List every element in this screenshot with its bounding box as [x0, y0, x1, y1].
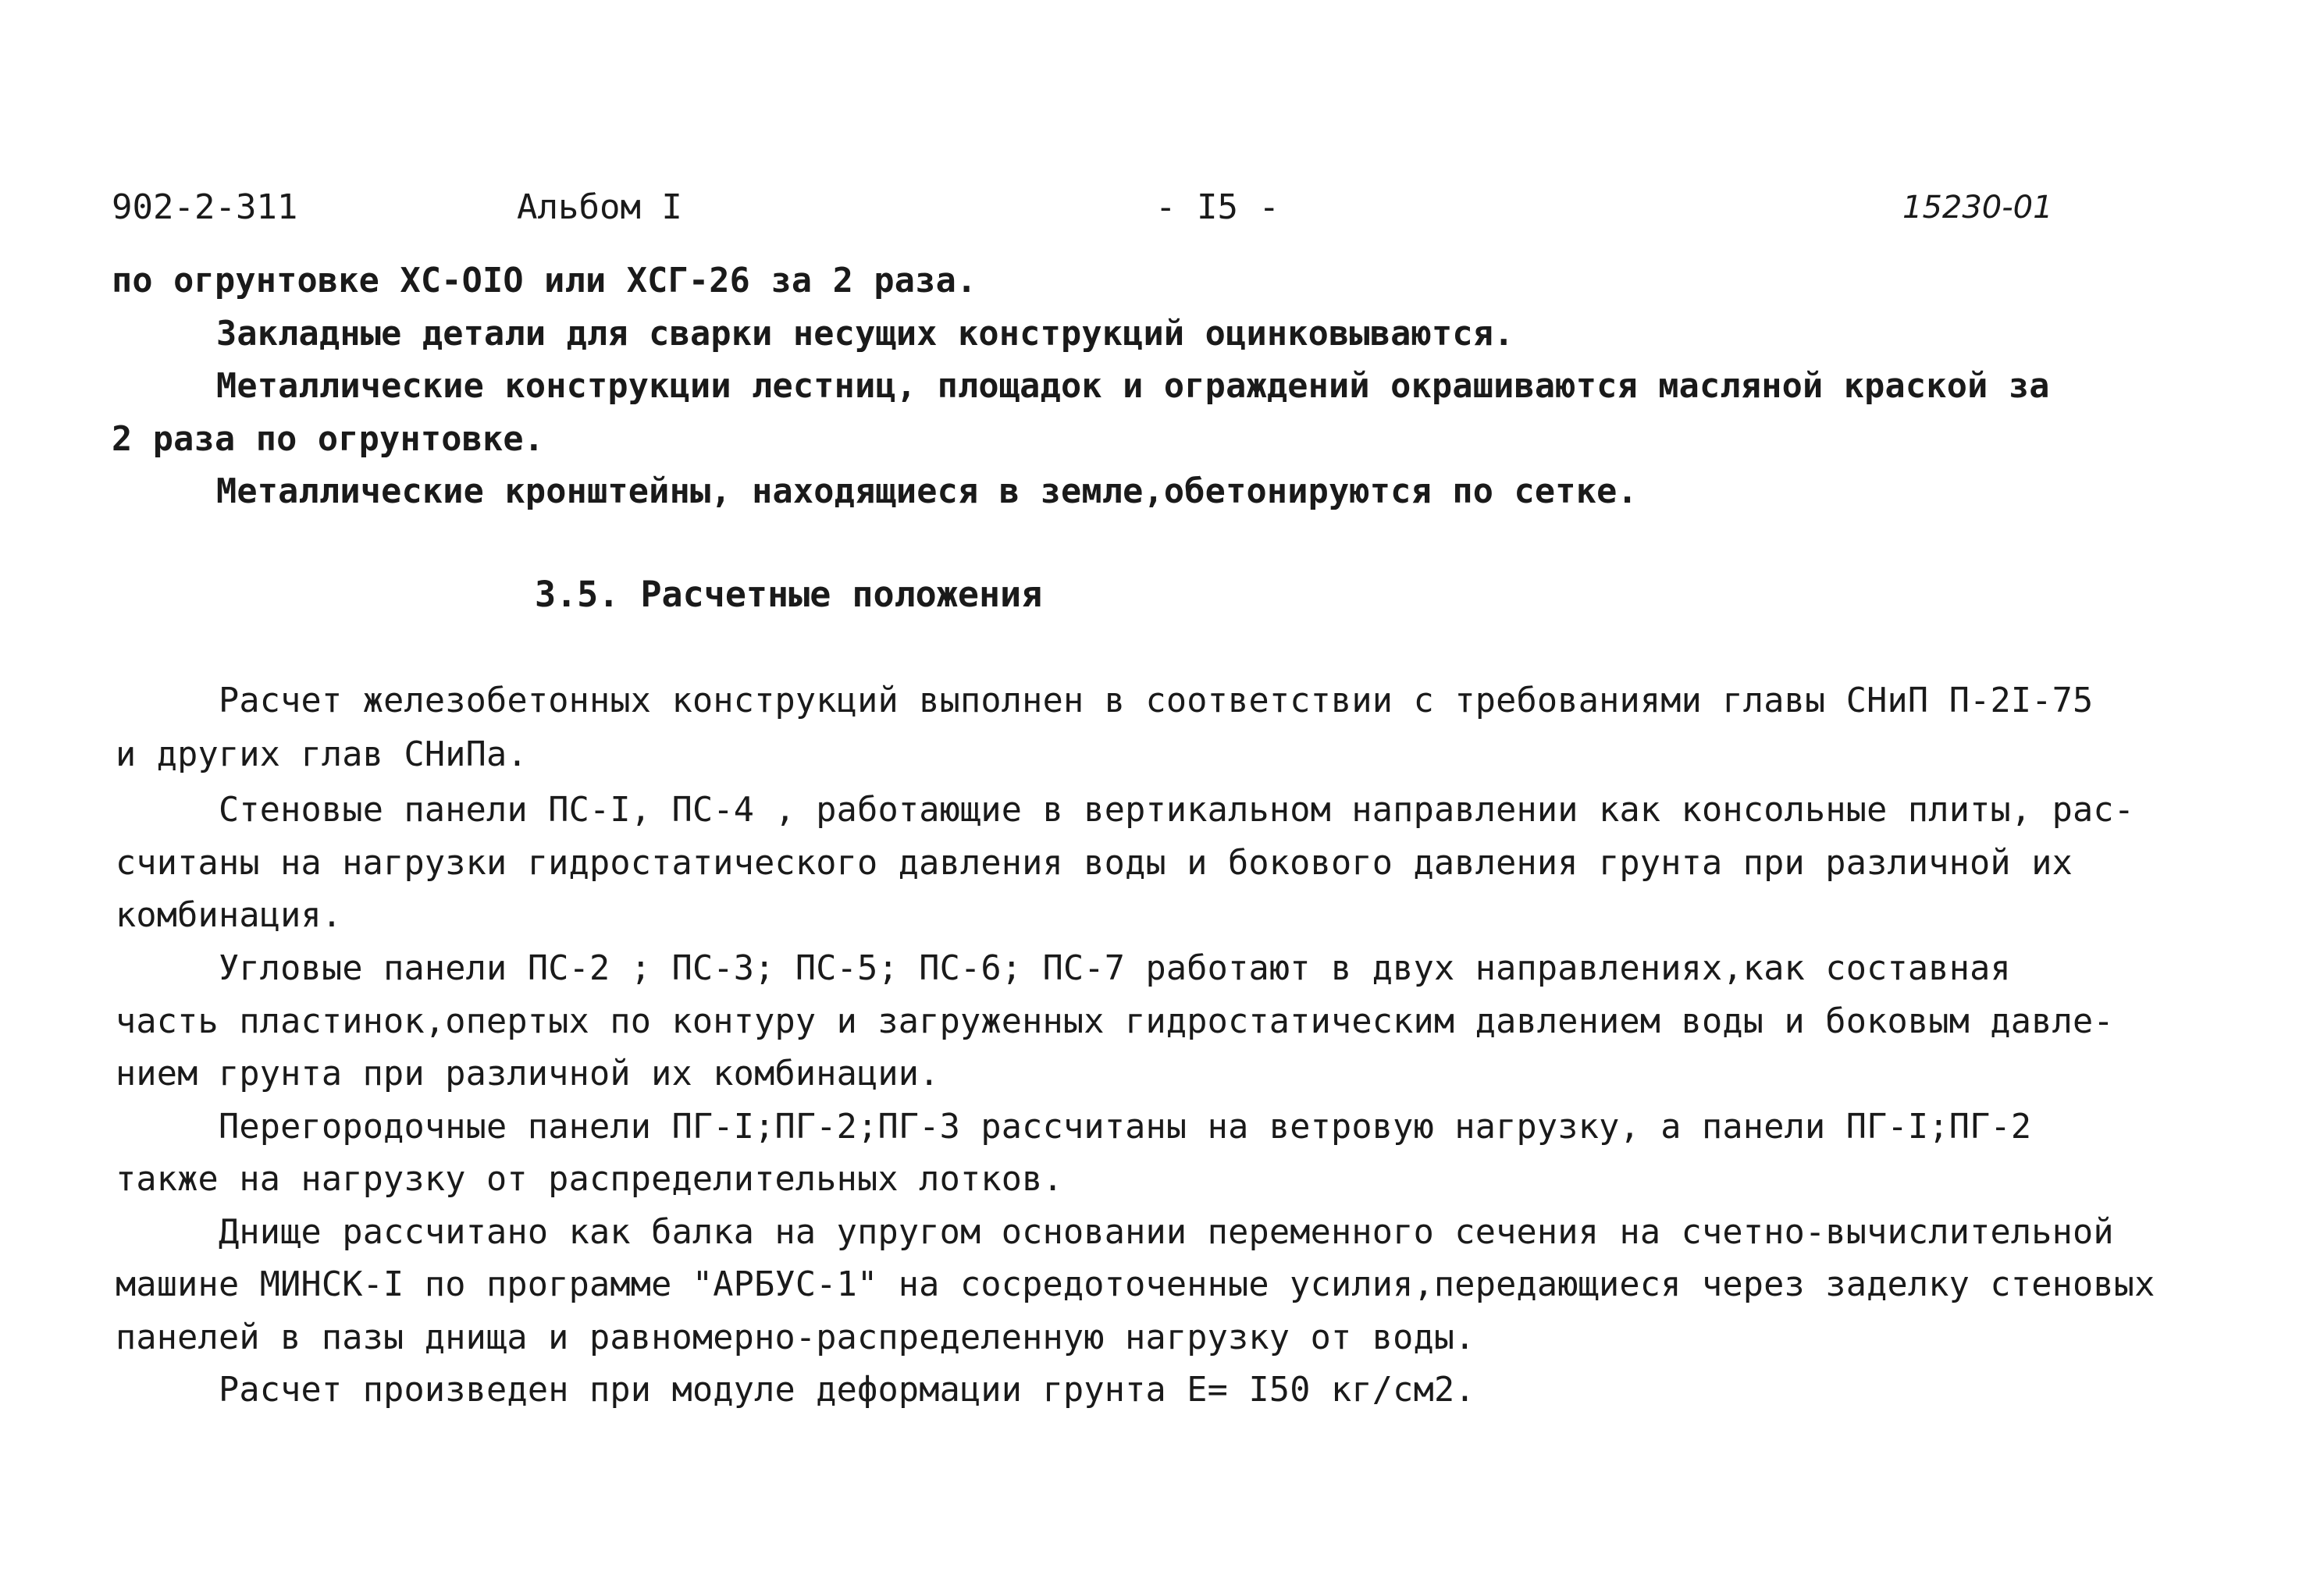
text-line: Расчет произведен при модуле деформации грунта Е= I50 кг/см2.: [219, 1371, 1475, 1410]
text-line: Днище рассчитано как балка на упругом основании переменного сечения на счетно-вычислительной: [219, 1213, 2114, 1252]
section-heading: 3.5. Расчетные положения: [535, 574, 1043, 615]
text-line: комбинация.: [116, 896, 343, 935]
text-line: считаны на нагрузки гидростатического давления воды и бокового давления грунта при различной их: [116, 844, 2073, 883]
text-line: также на нагрузку от распределительных лотков.: [116, 1160, 1063, 1199]
text-line: Металлические кронштейны, находящиеся в земле,обетонируются по сетке.: [216, 472, 1638, 511]
page-number: - I5 -: [1155, 187, 1279, 227]
text-line: машине МИНСК-I по программе "АРБУС-1" на сосредоточенные усилия,передающиеся через заделку стеновых: [116, 1265, 2155, 1304]
text-line: Угловые панели ПС-2 ; ПС-3; ПС-5; ПС-6; ПС-7 работают в двух направлениях,как составная: [219, 949, 2011, 988]
text-line: Стеновые панели ПС-I, ПС-4 , работающие в вертикальном направлении как консольные плиты, рас-: [219, 791, 2135, 830]
text-line: и других глав СНиПа.: [116, 735, 528, 774]
text-line: Расчет железобетонных конструкций выполнен в соответствии с требованиями главы СНиП П-2I-75: [219, 681, 2094, 720]
text-line: Закладные детали для сварки несущих конструкций оцинковываются.: [216, 315, 1514, 354]
text-line: Металлические конструкции лестниц, площадок и ограждений окрашиваются масляной краской за: [216, 367, 2050, 406]
text-line: по огрунтовке ХС-ОIО или ХСГ-26 за 2 раза.: [112, 261, 977, 300]
text-line: 2 раза по огрунтовке.: [112, 420, 545, 459]
text-line: панелей в пазы днища и равномерно-распределенную нагрузку от воды.: [116, 1318, 1475, 1357]
album-label: Альбом I: [517, 187, 682, 227]
text-line: нием грунта при различной их комбинации.: [116, 1054, 940, 1093]
archive-number: 15230-01: [1902, 190, 2053, 226]
document-code: 902-2-311: [112, 187, 298, 227]
text-line: часть пластинок,опертых по контуру и загруженных гидростатическим давлением воды и боковым давле-: [116, 1002, 2114, 1041]
text-line: Перегородочные панели ПГ-I;ПГ-2;ПГ-3 рассчитаны на ветровую нагрузку, а панели ПГ-I;ПГ-2: [219, 1108, 2032, 1147]
